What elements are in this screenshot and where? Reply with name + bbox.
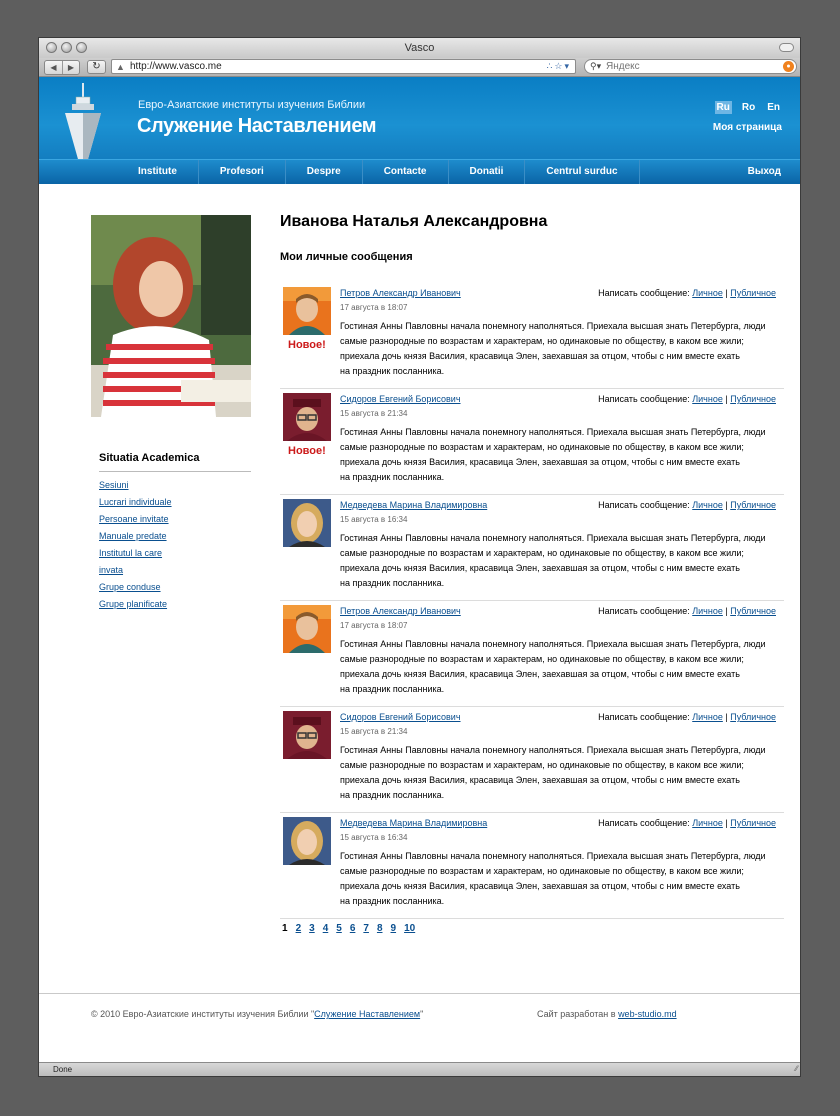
sidebar-link-institutul-la-care[interactable]: Institutul la care — [99, 548, 163, 558]
minimize-window-button[interactable] — [61, 42, 72, 53]
developer-credit — [537, 1009, 677, 1019]
resize-grip-icon[interactable]: ∕∕ — [795, 1064, 798, 1073]
message-line: на праздник посланника. — [340, 684, 445, 694]
message-line: самые разнородные по возрастам и характерам, но одинаковые по обществу, в каком все жили; — [340, 442, 744, 452]
page-link-9[interactable]: 9 — [390, 923, 397, 934]
site-title[interactable]: Служение Наставлением — [137, 115, 377, 137]
message-line: Гостиная Анны Павловны начала понемногу наполняться. Приехала высшая знать Петербурга, люди — [340, 639, 766, 649]
nav-contacte[interactable]: Contacte — [363, 160, 449, 184]
copyright-link[interactable]: Служение Наставлением — [314, 1009, 421, 1019]
lang-ru[interactable]: Ru — [716, 102, 730, 113]
sender-name-link[interactable]: Петров Александр Иванович — [340, 288, 461, 298]
reply-actions — [598, 500, 776, 510]
message-line: приехала дочь князя Василия, красавица Элен, заехавшая за отцом, чтобы с ним вместе ехать — [340, 351, 740, 361]
message-line: приехала дочь князя Василия, красавица Элен, заехавшая за отцом, чтобы с ним вместе ехать — [340, 881, 740, 891]
browser-window — [38, 37, 801, 1077]
site-footer — [39, 993, 800, 1063]
message-line: на праздник посланника. — [340, 366, 445, 376]
lang-en[interactable]: En — [767, 102, 780, 113]
message-line: приехала дочь князя Василия, красавица Элен, заехавшая за отцом, чтобы с ним вместе ехать — [340, 457, 740, 467]
reply-public-link[interactable]: Публичное — [730, 606, 776, 616]
reply-private-link[interactable]: Личное — [692, 606, 723, 616]
message-date: 15 августа в 16:34 — [340, 833, 408, 842]
close-window-button[interactable] — [46, 42, 57, 53]
developer-link[interactable]: web-studio.md — [618, 1009, 677, 1019]
sender-avatar[interactable] — [283, 287, 331, 335]
message-line: самые разнородные по возрастам и характерам, но одинаковые по обществу, в каком все жили; — [340, 866, 744, 876]
message-body — [340, 637, 780, 697]
message-line: приехала дочь князя Василия, красавица Элен, заехавшая за отцом, чтобы с ним вместе ехать — [340, 775, 740, 785]
browser-toolbar — [39, 58, 800, 77]
search-box[interactable] — [584, 59, 797, 74]
status-bar — [39, 1062, 800, 1076]
write-message-label: Написать сообщение: — [598, 818, 690, 828]
write-message-label: Написать сообщение: — [598, 394, 690, 404]
sender-name-link[interactable]: Медведева Марина Владимировна — [340, 818, 488, 828]
message-line: приехала дочь князя Василия, красавица Элен, заехавшая за отцом, чтобы с ним вместе ехать — [340, 669, 740, 679]
sidebar-links — [99, 480, 251, 609]
message-line: самые разнородные по возрастам и характерам, но одинаковые по обществу, в каком все жили; — [340, 336, 744, 346]
main-nav — [39, 159, 800, 184]
sidebar — [91, 215, 251, 616]
message-line: самые разнородные по возрастам и характерам, но одинаковые по обществу, в каком все жили; — [340, 760, 744, 770]
site-header — [39, 77, 800, 184]
sender-avatar[interactable] — [283, 711, 331, 759]
history-buttons — [44, 60, 80, 75]
reply-actions — [598, 288, 776, 298]
sender-name-link[interactable]: Сидоров Евгений Борисович — [340, 712, 461, 722]
status-text: Done — [53, 1065, 73, 1074]
message-item — [280, 707, 784, 813]
write-message-label: Написать сообщение: — [598, 712, 690, 722]
reply-actions — [598, 606, 776, 616]
new-badge: Новое! — [288, 445, 326, 457]
yandex-icon[interactable]: ● — [783, 61, 794, 72]
page-link-8[interactable]: 8 — [376, 923, 383, 934]
sender-avatar[interactable] — [283, 393, 331, 441]
reply-actions — [598, 394, 776, 404]
message-body — [340, 849, 780, 909]
zoom-window-button[interactable] — [76, 42, 87, 53]
page-link-7[interactable]: 7 — [363, 923, 369, 934]
write-message-label: Написать сообщение: — [598, 500, 690, 510]
reply-actions — [598, 712, 776, 722]
page-link-2[interactable]: 2 — [295, 923, 302, 934]
message-line: на праздник посланника. — [340, 578, 445, 588]
message-line: на праздник посланника. — [340, 790, 445, 800]
section-title: Мои личные сообщения — [280, 251, 413, 263]
reply-private-link[interactable]: Личное — [692, 712, 723, 722]
sender-name-link[interactable]: Сидоров Евгений Борисович — [340, 394, 461, 404]
search-icon[interactable]: ⚲▾ — [590, 61, 602, 71]
sidebar-link-manuale-predate[interactable]: Manuale predate — [99, 531, 167, 541]
copyright-suffix: " — [420, 1009, 424, 1019]
message-item — [280, 495, 784, 601]
new-badge: Новое! — [288, 339, 326, 351]
message-list — [280, 283, 784, 919]
sidebar-heading: Situatia Academica — [99, 452, 251, 472]
message-item — [280, 813, 784, 919]
page-link-6[interactable]: 6 — [349, 923, 356, 934]
message-line: Гостиная Анны Павловны начала понемногу наполняться. Приехала высшая знать Петербурга, люди — [340, 321, 766, 331]
message-line: Гостиная Анны Павловны начала понемногу наполняться. Приехала высшая знать Петербурга, люди — [340, 745, 766, 755]
page-link-4[interactable]: 4 — [322, 923, 329, 934]
sender-name-link[interactable]: Петров Александр Иванович — [340, 606, 461, 616]
language-switcher — [715, 101, 782, 114]
message-body — [340, 319, 780, 379]
message-line: самые разнородные по возрастам и характерам, но одинаковые по обществу, в каком все жили; — [340, 654, 744, 664]
dropdown-icon[interactable]: ▾ — [564, 61, 571, 71]
bookmark-star-icon[interactable]: ☆ — [554, 61, 565, 71]
page-link-10[interactable]: 10 — [404, 923, 416, 934]
logout-link[interactable]: Выход — [747, 166, 781, 177]
write-message-label: Написать сообщение: — [598, 606, 690, 616]
sidebar-link-grupe-planificate[interactable]: Grupe planificate — [99, 599, 168, 609]
separator: | — [725, 712, 728, 722]
nav-centrul-surduc[interactable]: Centrul surduc — [525, 160, 639, 184]
nav-institute[interactable]: Institute — [116, 160, 199, 184]
sidebar-link-invata[interactable]: invata — [99, 565, 124, 575]
message-item — [280, 601, 784, 707]
separator: | — [725, 500, 728, 510]
address-bar-actions — [547, 60, 571, 73]
message-body — [340, 531, 780, 591]
message-line: на праздник посланника. — [340, 472, 445, 482]
message-body — [340, 743, 780, 803]
separator: | — [725, 394, 728, 404]
reload-icon[interactable]: ↻ — [87, 60, 106, 74]
message-line: на праздник посланника. — [340, 896, 445, 906]
sender-avatar[interactable] — [283, 605, 331, 653]
url-text[interactable]: http://www.vasco.me — [130, 61, 222, 72]
site-favicon-icon: ▲ — [116, 62, 125, 72]
message-body — [340, 425, 780, 485]
copyright-prefix: © 2010 Евро-Азиатские институты изучения Библии " — [91, 1009, 315, 1019]
sender-avatar[interactable] — [283, 817, 331, 865]
reply-public-link[interactable]: Публичное — [730, 500, 776, 510]
reply-private-link[interactable]: Личное — [692, 500, 723, 510]
write-message-label: Написать сообщение: — [598, 288, 690, 298]
message-line: Гостиная Анны Павловны начала понемногу наполняться. Приехала высшая знать Петербурга, люди — [340, 427, 766, 437]
address-bar[interactable] — [111, 59, 576, 74]
back-icon[interactable]: ◀ — [50, 63, 57, 72]
message-date: 15 августа в 21:34 — [340, 409, 408, 418]
main-content — [280, 213, 784, 934]
lang-ro[interactable]: Ro — [741, 102, 756, 113]
sidebar-link-grupe-conduse[interactable]: Grupe conduse — [99, 582, 161, 592]
reply-actions — [598, 818, 776, 828]
reply-private-link[interactable]: Личное — [692, 288, 723, 298]
page-link-5[interactable]: 5 — [336, 923, 342, 934]
nav-profesori[interactable]: Profesori — [199, 160, 286, 184]
page-link-1[interactable]: 1 — [282, 923, 288, 934]
developer-prefix: Сайт разработан в — [537, 1009, 616, 1019]
my-page-link[interactable]: Моя страница — [712, 122, 782, 133]
message-item — [280, 389, 784, 495]
site-subtitle: Евро-Азиатские институты изучения Библии — [138, 99, 366, 111]
message-item — [280, 283, 784, 389]
message-date: 15 августа в 16:34 — [340, 515, 408, 524]
title-bar — [39, 38, 800, 58]
message-line: Гостиная Анны Павловны начала понемногу наполняться. Приехала высшая знать Петербурга, люди — [340, 533, 766, 543]
separator: | — [725, 288, 728, 298]
reply-public-link[interactable]: Публичное — [730, 712, 776, 722]
toolbar-toggle-button[interactable] — [779, 43, 794, 52]
message-line: Гостиная Анны Павловны начала понемногу наполняться. Приехала высшая знать Петербурга, люди — [340, 851, 766, 861]
sidebar-link-sesiuni[interactable]: Sesiuni — [99, 480, 129, 490]
sender-avatar[interactable] — [283, 499, 331, 547]
profile-photo — [91, 215, 251, 417]
message-date: 15 августа в 21:34 — [340, 727, 408, 736]
copyright — [91, 1009, 423, 1019]
sidebar-link-persoane-invitate[interactable]: Persoane invitate — [99, 514, 169, 524]
sender-name-link[interactable]: Медведева Марина Владимировна — [340, 500, 488, 510]
reply-public-link[interactable]: Публичное — [730, 818, 776, 828]
pagination — [282, 923, 415, 934]
message-line: приехала дочь князя Василия, красавица Элен, заехавшая за отцом, чтобы с ним вместе ехать — [340, 563, 740, 573]
separator: | — [725, 818, 728, 828]
page-link-3[interactable]: 3 — [309, 923, 315, 934]
nav-donatii[interactable]: Donatii — [449, 160, 526, 184]
reply-public-link[interactable]: Публичное — [730, 288, 776, 298]
forward-icon[interactable]: ▶ — [62, 61, 79, 74]
window-title: Vasco — [404, 42, 435, 54]
rss-icon[interactable]: ∴ — [546, 61, 555, 71]
nav-despre[interactable]: Despre — [286, 160, 363, 184]
separator: | — [725, 606, 728, 616]
page-title: Иванова Наталья Александровна — [280, 213, 548, 230]
message-line: самые разнородные по возрастам и характерам, но одинаковые по обществу, в каком все жили; — [340, 548, 744, 558]
reply-private-link[interactable]: Личное — [692, 818, 723, 828]
message-date: 17 августа в 18:07 — [340, 303, 408, 312]
search-input[interactable] — [606, 60, 766, 73]
reply-public-link[interactable]: Публичное — [730, 394, 776, 404]
window-controls — [46, 42, 87, 53]
reply-private-link[interactable]: Личное — [692, 394, 723, 404]
sidebar-link-lucrari-individuale[interactable]: Lucrari individuale — [99, 497, 172, 507]
message-date: 17 августа в 18:07 — [340, 621, 408, 630]
